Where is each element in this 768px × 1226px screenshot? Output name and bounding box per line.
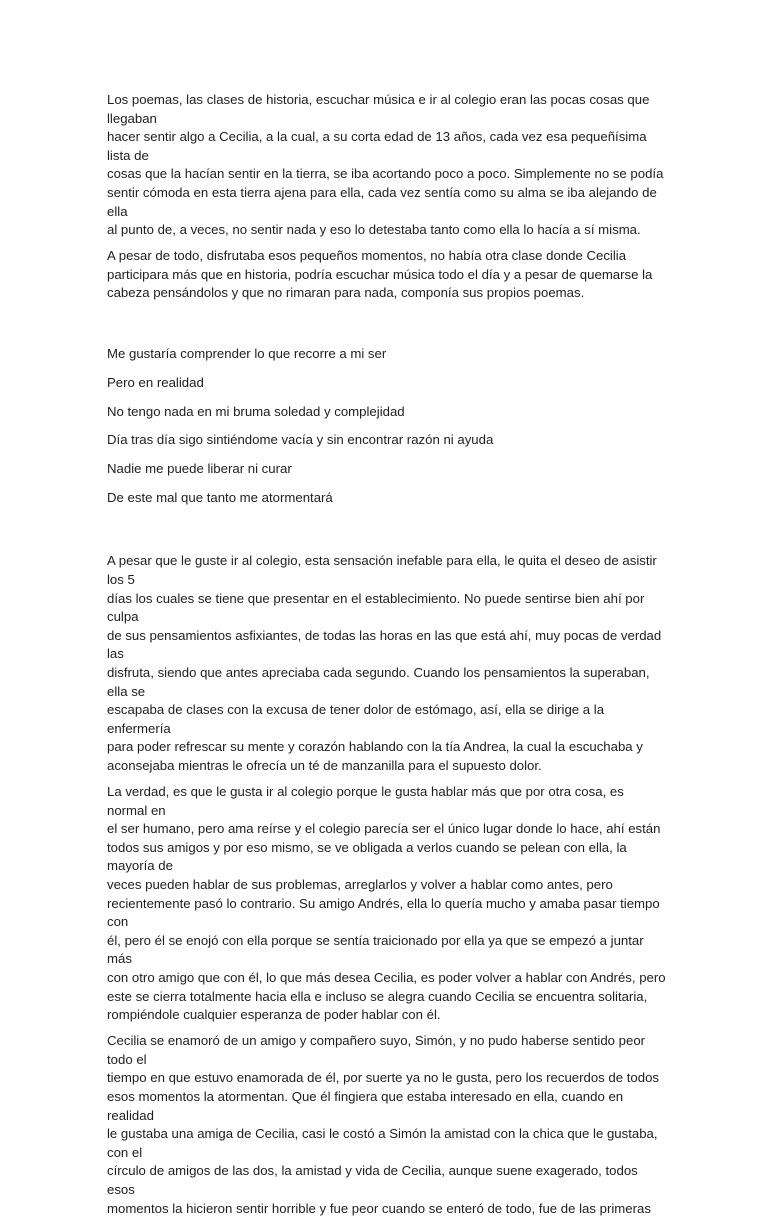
document-text <box>107 91 667 1226</box>
poem-line-3: No tengo nada en mi bruma soledad y complejidad <box>107 403 405 419</box>
paragraph-2: A pesar de todo, disfrutaba esos pequeños momentos, no había otra clase donde Cecilia participara más que en historia, podría escuchar música todo el día y a pesar de quemarse la cabeza pensándolos y que no rimaran para nada, componía sus propios poemas. <box>107 248 653 301</box>
poem-line-6: De este mal que tanto me atormentará <box>107 490 333 506</box>
poem-line-2: Pero en realidad <box>107 374 204 390</box>
poem <box>107 345 667 509</box>
paragraph-1: Los poemas, las clases de historia, escuchar música e ir al colegio eran las pocas cosas que llegaban hacer sentir algo a Cecilia, a la cual, a su corta edad de 13 años, cada vez esa pequeñísima lista de cosas que la hacían sentir en la tierra, se iba acortando poco a poco. Simplemente no se podía sentir cómoda en esta tierra ajena para ella, cada vez sentía como su alma se iba alejando de ella al punto de, a veces, no sentir nada y eso lo detestaba tanto como ella lo hacía a sí misma. <box>107 92 664 238</box>
poem-line-5: Nadie me puede liberar ni curar <box>107 461 292 477</box>
poem-line-4: Día tras día sigo sintiéndome vacía y sin encontrar razón ni ayuda <box>107 432 494 448</box>
paragraph-3: A pesar que le guste ir al colegio, esta sensación inefable para ella, le quita el deseo de asistir los 5 días los cuales se tiene que presentar en el establecimiento. No puede sentirse bien ahí por culpa de sus pensamientos asfixiantes, de todas las horas en las que está ahí, muy pocas de verdad las disfruta, siendo que antes apreciaba cada segundo. Cuando los pensamientos la superaban, ella se escapaba de clases con la excusa de tener dolor de estómago, así, ella se dirige a la enfermería para poder refrescar su mente y corazón hablando con la tía Andrea, la cual la escuchaba y aconsejaba mientras le ofrecía un té de manzanilla para el supuesto dolor. <box>107 553 662 773</box>
poem-line-1: Me gustaría comprender lo que recorre a mi ser <box>107 345 387 361</box>
section-gap <box>107 518 667 552</box>
paragraph-4: La verdad, es que le gusta ir al colegio porque le gusta hablar más que por otra cosa, es normal en el ser humano, pero ama reírse y el colegio parecía ser el único lugar donde lo hace, ahí están todos sus amigos y por eso mismo, se ve obligada a verlos cuando se pelean con ella, la mayoría de veces pueden hablar de sus problemas, arreglarlos y volver a hablar como antes, pero recientemente pasó lo contrario. Su amigo Andrés, ella lo quería mucho y amaba pasar tiempo con él, pero él se enojó con ella porque se sentía traicionado por ella ya que se empezó a juntar más con otro amigo que con él, lo que más desea Cecilia, es poder volver a hablar con Andrés, pero este se cierra totalmente hacia ella e incluso se alegra cuando Cecilia se encuentra solitaria, rompiéndole cualquier esperanza de poder hablar con él. <box>107 784 666 1023</box>
paragraph-5: Cecilia se enamoró de un amigo y compañero suyo, Simón, y no pudo haberse sentido peor todo el tiempo en que estuvo enamorada de él, por suerte ya no le gusta, pero los recuerdos de todos esos momentos la atormentan. Que él fingiera que estaba interesado en ella, cuando en realidad le gustaba una amiga de Cecilia, casi le costó a Simón la amistad con la chica que le gustaba, con el círculo de amigos de las dos, la amistad y vida de Cecilia, aunque suene exagerado, todos esos momentos la hicieron sentir horrible y fue peor cuando se enteró de todo, fue de las primeras <box>107 1033 660 1216</box>
section-gap <box>107 311 667 345</box>
